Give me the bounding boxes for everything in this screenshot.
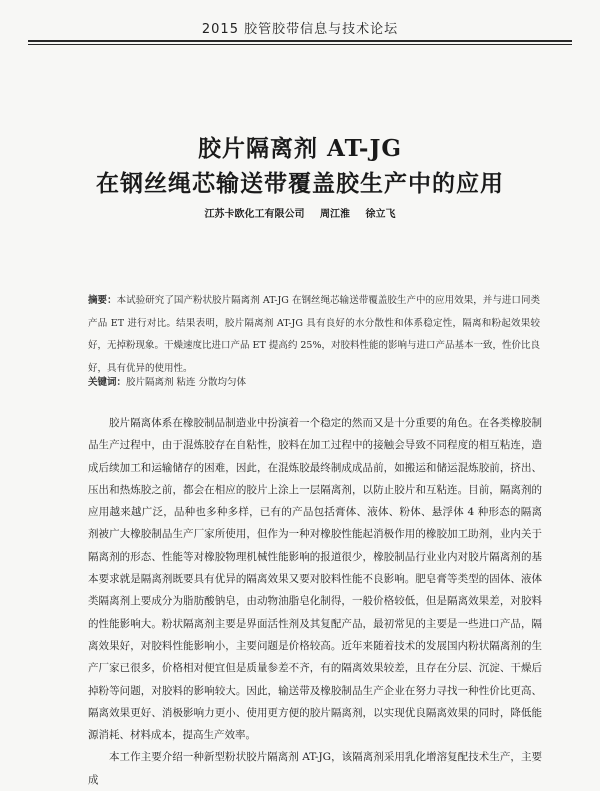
author-name-1: 周江淮 xyxy=(320,209,350,220)
abstract-label: 摘要： xyxy=(88,295,117,306)
affiliation: 江苏卡欧化工有限公司 xyxy=(204,209,305,220)
keywords xyxy=(88,374,540,392)
article-title-line2: 在钢丝绳芯输送带覆盖胶生产中的应用 xyxy=(96,170,504,197)
keywords-label: 关键词： xyxy=(88,377,127,388)
abstract xyxy=(88,290,540,380)
body-text xyxy=(88,412,542,791)
article-title-line1: 胶片隔离剂 AT-JG xyxy=(198,135,402,162)
keywords-text: 胶片隔离剂 粘连 分散均匀体 xyxy=(126,377,247,388)
paragraph: 本工作主要介绍一种新型粉状胶片隔离剂 AT-JG，该隔离剂采用乳化增溶复配技术生产，主要成 xyxy=(88,751,542,786)
running-header: 2015 胶管胶带信息与技术论坛 xyxy=(201,22,399,37)
header-rule-thin xyxy=(28,44,572,45)
header-rule-thick xyxy=(28,40,572,42)
paragraph: 胶片隔离体系在橡胶制品制造业中扮演着一个稳定的然而又是十分重要的角色。在各类橡胶制品生产过程中，由于混炼胶存在自粘性，胶料在加工过程中的接触会导致不同程度的相互粘连，造成后续加工和运输储存的困难，因此，在混炼胶最终制成成品前，如搬运和储运混炼胶前，挤出、压出和热炼胶之前，都会在相应的胶片上涂上一层隔离剂，以防止胶片和互粘连。目前，隔离剂的应用越来越广泛，品种也多种多样，已有的产品包括膏体、液体、粉体、悬浮体 4 种形态的隔离剂被广大橡胶制品生产厂家所使用，但作为一种对橡胶性能起消极作用的橡胶加工助剂，业内关于隔离剂的形态、性能等对橡胶物理机械性能影响的报道很少，橡胶制品行业业内对胶片隔离剂的基本要求就是隔离剂既要具有优异的隔离效果又要对胶料性能不良影响。肥皂膏等类型的固体、液体类隔离剂上要成分为脂肪酸钠皂，由动物油脂皂化制得，一般价格较低，但是隔离效果差，对胶料的性能影响大。粉状隔离剂主要是界面活性剂及其复配产品，最初常见的主要是一些进口产品，隔离效果好，对胶料性能影响小，主要问题是价格较高。近年来随着技术的发展国内粉状隔离剂的生产厂家已很多，价格相对便宜但是质量参差不齐，有的隔离效果较差，且存在分层、沉淀、干燥后掉粉等问题，对胶料的影响较大。因此，输送带及橡胶制品生产企业在努力寻找一种性价比更高、隔离效果更好、消极影响力更小、使用更方便的胶片隔离剂，以实现优良隔离效果的同时，降低能源消耗、材料成本，提高生产效率。 xyxy=(88,417,542,742)
author-name-2: 徐立飞 xyxy=(365,209,396,220)
abstract-text: 本试验研究了国产粉状胶片隔离剂 AT-JG 在钢丝绳芯输送带覆盖胶生产中的应用效果，并与进口同类产品 ET 进行对比。结果表明，胶片隔离剂 AT-JG 具有良好的水分散性和体系稳定性，隔离和粉起效果较好，无掉粉现象。干燥速度比进口产品 ET 提高约 25%，对胶料性能的影响与进口产品基本一致，性价比良好，具有优异的使用性。 xyxy=(88,295,540,374)
author-line xyxy=(0,205,600,220)
